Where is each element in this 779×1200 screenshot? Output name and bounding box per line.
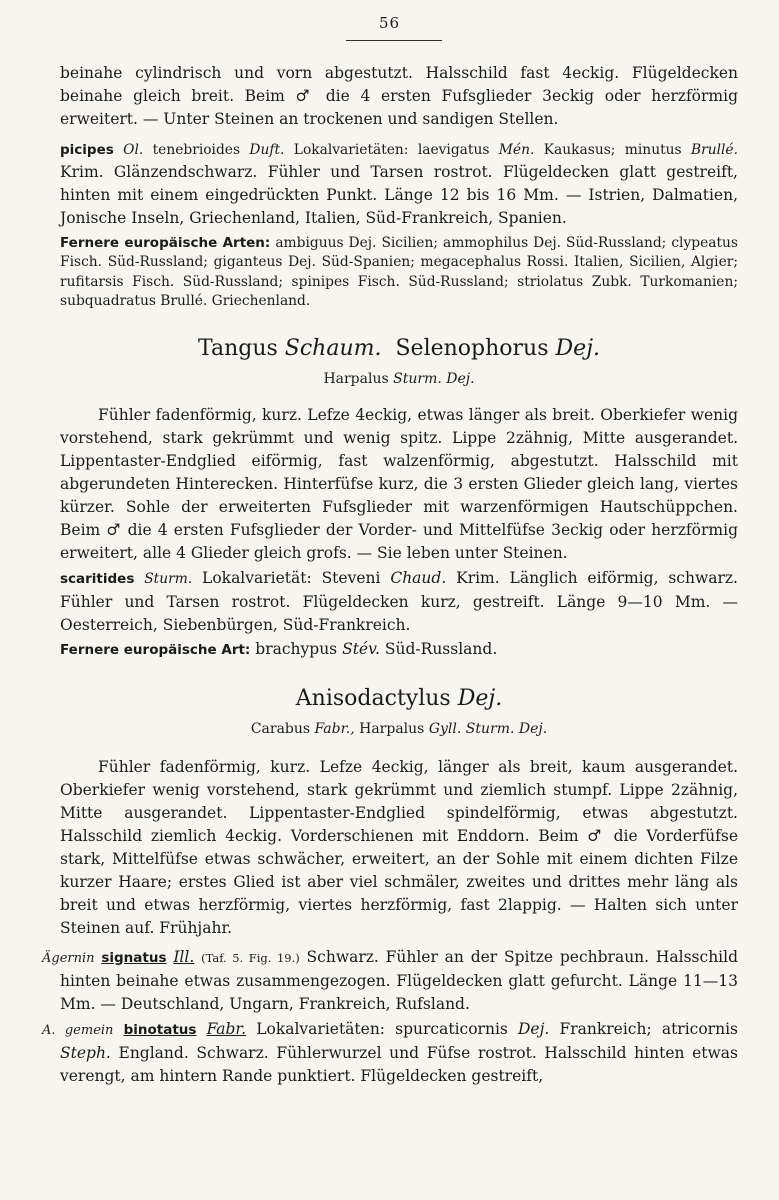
- handwritten-note: A. gemein: [42, 1022, 114, 1038]
- genus-heading-anisodactylus: Anisodactylus Dej.: [295, 685, 503, 711]
- intro-paragraph: beinahe cylindrisch und vorn abgestutzt. Halsschild fast 4eckig. Flügeldecken beinahe gleich breit. Beim ♂ die 4 ersten Fufsglieder 3eckig oder herzförmig erweitert. — Unter Steinen an trockenen und sandigen Stellen.: [60, 64, 738, 128]
- species-name: scaritides: [60, 570, 135, 587]
- species-signatus: Ägernin signatus Ill. (Taf. 5. Fig. 19.) Schwarz. Fühler an der Spitze pechbraun. Halsschild hinten beinahe etwas zusammengezogen. Flügeldecken glatt gefurcht. Länge 11—13 Mm. — Deutschland, Ungarn, Frankreich, Rufsland.: [42, 947, 739, 1013]
- further-species-single: Fernere europäische Art: brachypus Stév. Süd-Russland.: [60, 639, 498, 658]
- page-content: [42, 62, 739, 1088]
- genus-synonyms-anisodactylus: Carabus Fabr., Harpalus Gyll. Sturm. Dej.: [250, 720, 548, 737]
- species-scaritides: scaritides Sturm. Lokalvarietät: Steveni Chaud. Krim. Länglich eiförmig, schwarz. Fühler und Tarsen rostrot. Flügeldecken kurz, gestreift. Länge 9—10 Mm. — Oesterreich, Siebenbürgen, Süd-Frankreich.: [60, 568, 738, 634]
- genus-description-tangus: Fühler fadenförmig, kurz. Lefze 4eckig, etwas länger als breit. Oberkiefer wenig vorstehend, stark gekrümmt und wenig spitz. Lippe 2zähnig, Mitte ausgerandet. Lippentaster-Endglied eiförmig, fast walzenförmig, abgestutzt. Halsschild mit abgerundeten Hinterecken. Hinterfüfse kurz, die 3 ersten Glieder gleich lang, viertes kürzer. Sohle der erweiterten Fufsglieder mit warzenförmigen Hautschüppchen. Beim ♂ die 4 ersten Fufsglieder der Vorder- und Mittelfüfse 3eckig oder herzförmig erweitert, alle 4 Glieder gleich grofs. — Sie leben unter Steinen.: [60, 405, 738, 562]
- further-species-label: Fernere europäische Art:: [60, 641, 251, 658]
- further-species-label: Fernere europäische Arten:: [60, 234, 271, 251]
- species-name: binotatus: [123, 1021, 197, 1038]
- species-picipes: picipes Ol. tenebrioides Duft. Lokalvarietäten: laevigatus Mén. Kaukasus; minutus Brullé. Krim. Glänzendschwarz. Fühler und Tarsen rostrot. Flügeldecken glatt gestreift, hinten mit einem eingedrückten Punkt. Länge 12 bis 16 Mm. — Istrien, Dalmatien, Jonische Inseln, Griechenland, Italien, Süd-Frankreich, Spanien.: [60, 142, 738, 227]
- genus-description-anisodactylus: Fühler fadenförmig, kurz. Lefze 4eckig, länger als breit, kaum ausgerandet. Oberkiefer wenig vorstehend, stark gekrümmt und ziemlich stumpf. Lippe 2zähnig, Mitte ausgerandet. Lippentaster-Endglied spindelförmig, etwas abgestutzt. Halsschild ziemlich 4eckig. Vorderschienen mit Enddorn. Beim ♂ die Vorderfüfse stark, Mittelfüfse etwas schwächer, erweitert, an der Sohle mit einem dichten Filze kurzer Haare; erstes Glied ist aber viel schmäler, zweites und drittes mehr läng als breit und etwas herzförmig, viertes herzförmig, fast 2lappig. — Halten sich unter Steinen auf. Frühjahr.: [60, 757, 738, 937]
- handwritten-note: Ägernin: [42, 950, 95, 966]
- species-name: signatus: [101, 949, 167, 966]
- genus-heading-tangus: Tangus Schaum. Selenophorus Dej.: [197, 335, 601, 361]
- header-rule: [346, 40, 442, 41]
- genus-synonyms-tangus: Harpalus Sturm. Dej.: [323, 370, 475, 387]
- species-binotatus: A. gemein binotatus Fabr. Lokalvarietäten: spurcaticornis Dej. Frankreich; atricornis Steph. England. Schwarz. Fühlerwurzel und Füfse rostrot. Halsschild hinten etwas verengt, am hintern Rande punktiert. Flügeldecken gestreift,: [42, 1019, 738, 1085]
- page-number: 56: [378, 14, 401, 32]
- further-species-list: Fernere europäische Arten: ambiguus Dej. Sicilien; ammophilus Dej. Süd-Russland; clypeatus Fisch. Süd-Russland; giganteus Dej. Süd-Spanien; megacephalus Rossi. Italien, Sicilien, Algier; rufitarsis Fisch. Süd-Russland; spinipes Fisch. Süd-Russland; striolatus Zubk. Turkomanien; subquadratus Brullé. Griechenland.: [60, 234, 738, 309]
- species-name: picipes: [60, 142, 114, 158]
